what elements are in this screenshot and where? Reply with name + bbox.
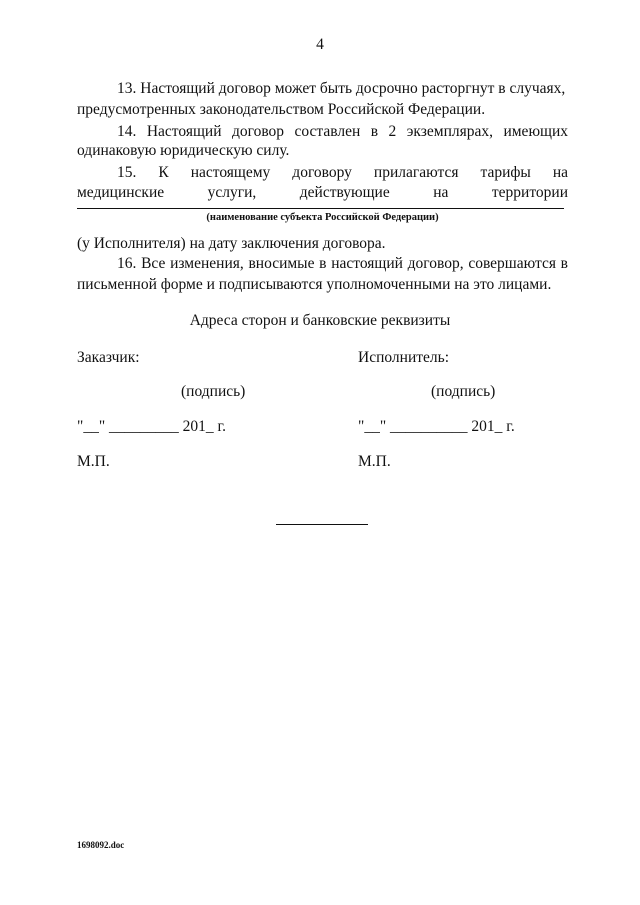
requisites-heading: Адреса сторон и банковские реквизиты (189, 312, 451, 329)
customer-label: Заказчик: (77, 349, 140, 366)
clause-14-line-1: 14. Настоящий договор составлен в 2 экземплярах, имеющих (117, 123, 568, 140)
end-separator (276, 524, 368, 525)
page-number: 4 (316, 36, 324, 53)
clause-14-line-2: одинаковую юридическую силу. (77, 142, 290, 159)
clause-15-line-1: 15. К настоящему договору прилагаются тарифы на (117, 164, 568, 181)
clause-15-line-2: медицинские услуги, действующие на территории (77, 184, 568, 201)
footer-filename: 1698092.doc (77, 840, 125, 850)
executor-label: Исполнитель: (358, 349, 450, 366)
executor-stamp: М.П. (358, 453, 391, 470)
customer-stamp: М.П. (77, 453, 110, 470)
clause-16-line-2: письменной форме и подписываются уполномоченными на это лицами. (77, 276, 552, 293)
region-caption: (наименование субъекта Российской Федерации) (206, 212, 439, 223)
clause-15-line-3: (у Исполнителя) на дату заключения договора. (77, 235, 386, 252)
executor-date: "__" __________ 201_ г. (358, 418, 515, 435)
clause-13-line-1: 13. Настоящий договор может быть досрочно расторгнут в случаях, (117, 80, 566, 97)
clause-16-line-1: 16. Все изменения, вносимые в настоящий договор, совершаются в (117, 255, 568, 272)
executor-signature: (подпись) (431, 383, 496, 400)
clause-13-line-2: предусмотренных законодательством Российской Федерации. (77, 101, 486, 118)
region-blank-line (77, 208, 564, 209)
customer-signature: (подпись) (181, 383, 246, 400)
customer-date: "__" _________ 201_ г. (77, 418, 227, 435)
